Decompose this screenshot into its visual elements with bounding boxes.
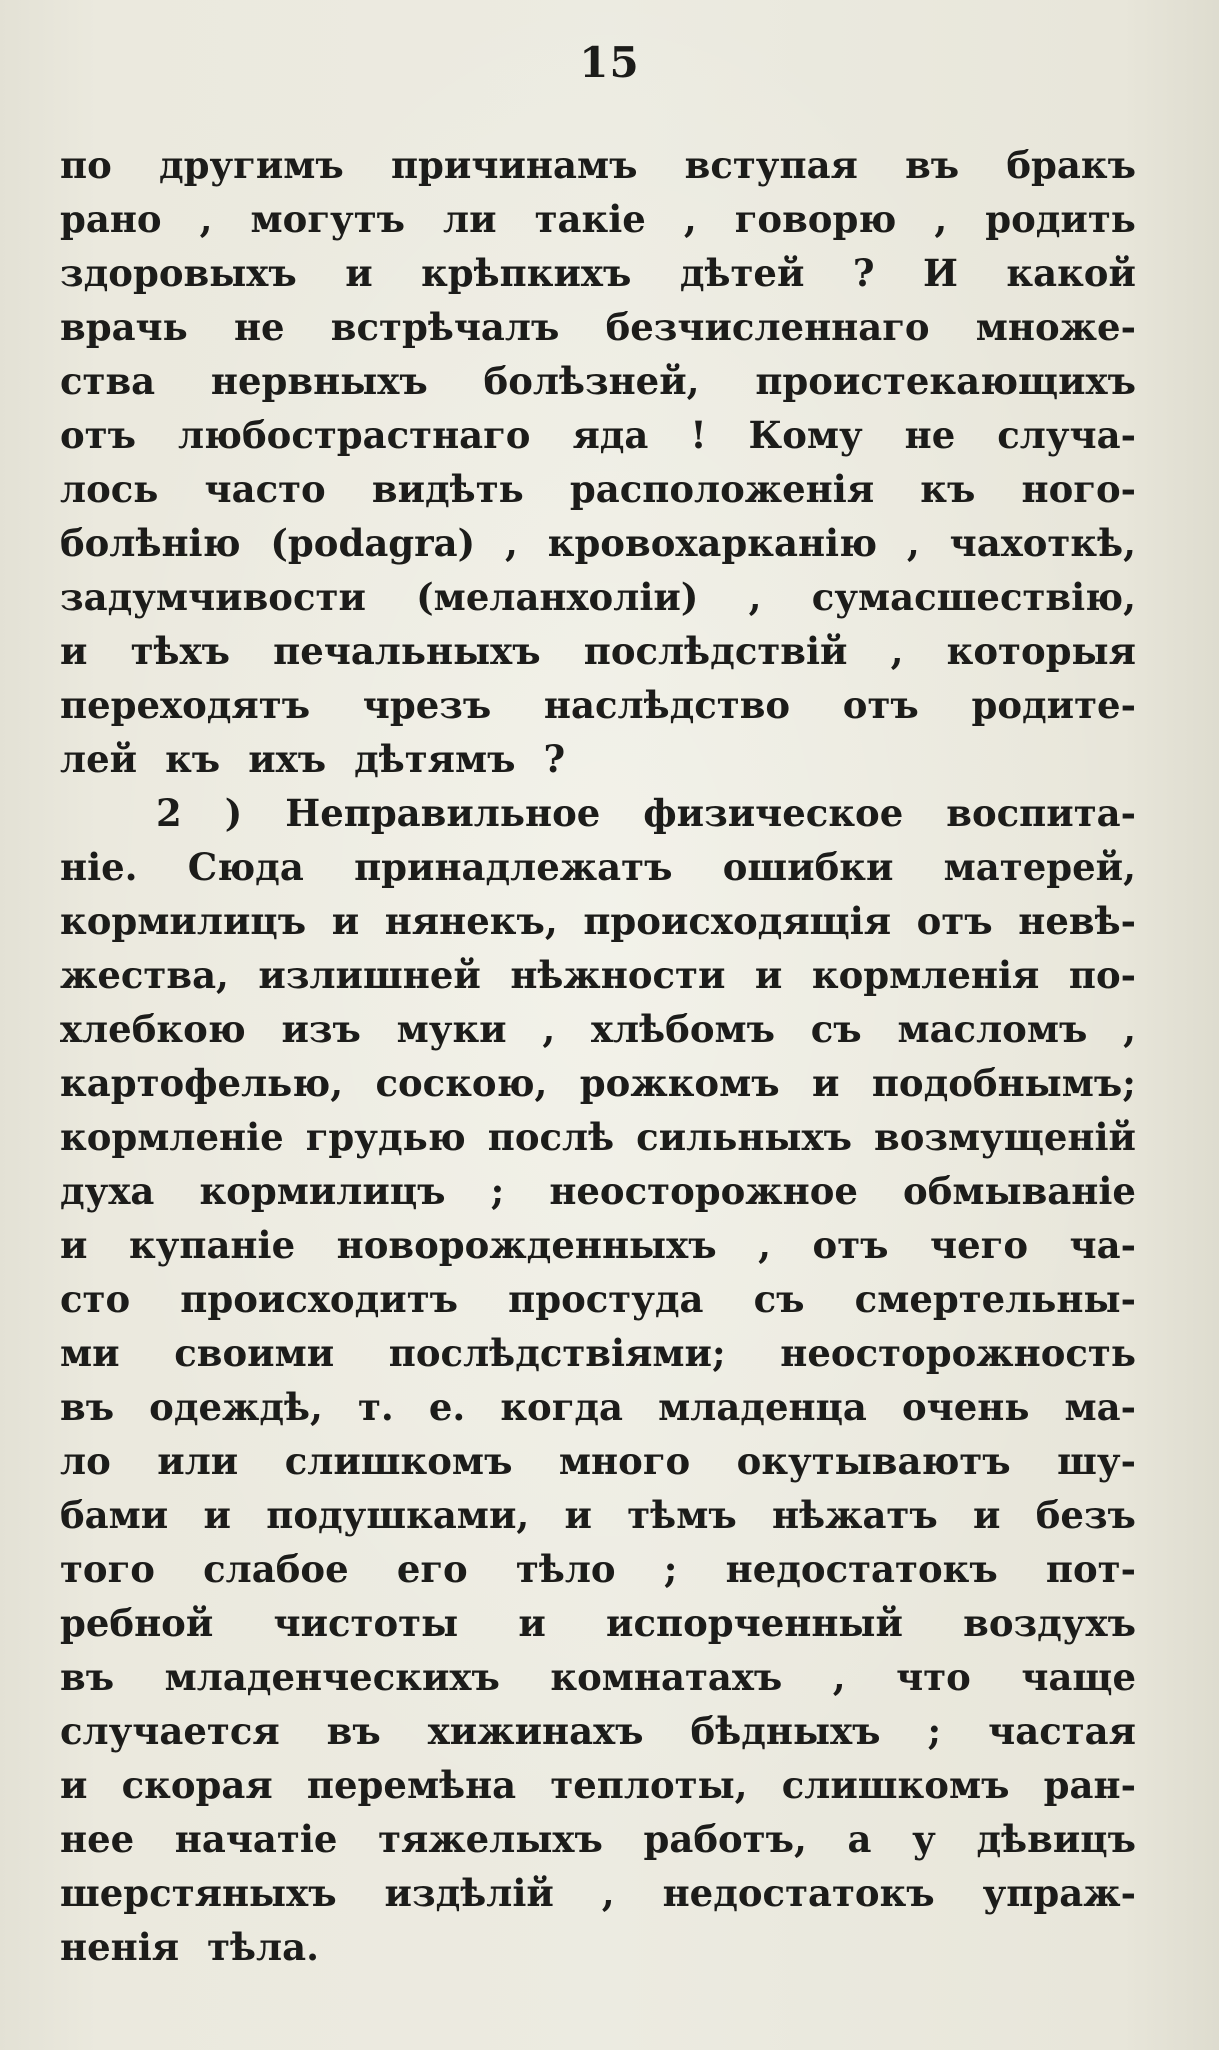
word: смертельны-: [854, 1277, 1136, 1321]
word: т.: [358, 1385, 394, 1429]
word: безъ: [1035, 1493, 1136, 1537]
word: окутываютъ: [736, 1439, 1011, 1483]
word: ,: [890, 629, 904, 673]
word: и: [973, 1493, 1001, 1537]
word: а: [847, 1817, 872, 1861]
text-line: [60, 1002, 1136, 1056]
word: хлѣбомъ: [591, 1007, 776, 1051]
word: ча-: [1069, 1223, 1136, 1267]
word: ,: [683, 197, 697, 241]
text-line: [60, 1704, 1136, 1758]
text-line: [60, 462, 1136, 516]
word: излишней: [258, 953, 481, 997]
word: неосторожность: [780, 1331, 1136, 1375]
text-line: [60, 948, 1136, 1002]
word: любострастнаго: [177, 413, 531, 457]
word: Кому: [748, 413, 863, 457]
word: ихъ: [248, 737, 327, 781]
word: теплоты,: [550, 1763, 748, 1807]
word: и: [564, 1493, 592, 1537]
word: тѣмъ: [627, 1493, 737, 1537]
word: 2: [156, 791, 182, 835]
word: тѣло: [515, 1547, 616, 1591]
word: хижинахъ: [427, 1709, 644, 1753]
word: подушками,: [266, 1493, 530, 1537]
text-line: [60, 1596, 1136, 1650]
word: ненія: [60, 1925, 180, 1969]
word: какой: [1006, 251, 1136, 295]
word: испорченный: [606, 1601, 903, 1645]
word: очень: [901, 1385, 1030, 1429]
word: издѣлій: [384, 1871, 554, 1915]
word: болѣнію: [60, 521, 241, 565]
body-text: [60, 138, 1136, 1974]
word: ;: [663, 1547, 678, 1591]
word: скорая: [121, 1763, 273, 1807]
text-line: [60, 246, 1136, 300]
word: изъ: [281, 1007, 361, 1051]
word: того: [60, 1547, 155, 1591]
word: встрѣчалъ: [330, 305, 560, 349]
word: и: [518, 1601, 546, 1645]
text-line: [60, 138, 1136, 192]
word: по: [60, 143, 112, 187]
word: начатіе: [174, 1817, 338, 1861]
word: матерей,: [943, 845, 1136, 889]
word: послѣ: [487, 1115, 615, 1159]
word: съ: [753, 1277, 805, 1321]
text-line: [60, 192, 1136, 246]
word: чистоты: [273, 1601, 459, 1645]
word: и: [331, 899, 360, 943]
word: ,: [542, 1007, 556, 1051]
word: сумасшествію,: [811, 575, 1136, 619]
word: такіе: [534, 197, 646, 241]
word: лось: [60, 467, 159, 511]
text-line: [60, 786, 1136, 840]
word: ,: [601, 1871, 615, 1915]
word: недостатокъ: [662, 1871, 935, 1915]
word: невѣ-: [1018, 899, 1136, 943]
word: подобнымъ;: [871, 1061, 1136, 1105]
word: къ: [165, 737, 221, 781]
word: ;: [927, 1709, 942, 1753]
word: масломъ: [897, 1007, 1088, 1051]
word: ,: [199, 197, 213, 241]
word: множе-: [975, 305, 1136, 349]
text-line: [60, 1758, 1136, 1812]
word: печальныхъ: [273, 629, 541, 673]
word: происходящія: [583, 899, 892, 943]
word: переходятъ: [60, 683, 311, 727]
word: дѣтей: [679, 251, 805, 295]
word: и: [754, 953, 783, 997]
word: нѣжности: [510, 953, 726, 997]
word: часто: [204, 467, 326, 511]
word: бами: [60, 1493, 169, 1537]
word: работъ,: [643, 1817, 807, 1861]
text-line: [60, 1542, 1136, 1596]
word: частая: [988, 1709, 1136, 1753]
word: отъ: [60, 413, 136, 457]
word: отъ: [842, 683, 919, 727]
text-line: [60, 678, 1136, 732]
word: купаніе: [128, 1223, 296, 1267]
word: ?: [543, 737, 566, 781]
word: кормилицъ: [60, 899, 307, 943]
word: ма-: [1064, 1385, 1136, 1429]
word: ,: [906, 521, 920, 565]
word: расположенія: [569, 467, 875, 511]
word: физическое: [643, 791, 904, 835]
text-line: [60, 1272, 1136, 1326]
word: упраж-: [982, 1871, 1136, 1915]
text-line: [60, 624, 1136, 678]
word: е.: [428, 1385, 466, 1429]
word: вступая: [684, 143, 858, 187]
word: ,: [832, 1655, 846, 1699]
word: сильныхъ: [636, 1115, 852, 1159]
word: у: [912, 1817, 936, 1861]
word: кровохарканію: [547, 521, 878, 565]
word: нервныхъ: [210, 359, 428, 403]
word: послѣдствій: [583, 629, 848, 673]
word: комнатахъ: [550, 1655, 783, 1699]
word: ,: [748, 575, 762, 619]
text-line: [60, 840, 1136, 894]
word: кормленіе: [60, 1115, 284, 1159]
word: не: [233, 305, 285, 349]
text-line: [60, 1650, 1136, 1704]
word: воспита-: [946, 791, 1136, 835]
word: ми: [60, 1331, 120, 1375]
word: своими: [174, 1331, 335, 1375]
text-line: [60, 894, 1136, 948]
text-line: [60, 300, 1136, 354]
word: отъ: [812, 1223, 889, 1267]
word: хлебкою: [60, 1007, 246, 1051]
word: которыя: [946, 629, 1136, 673]
word: слишкомъ: [284, 1439, 513, 1483]
word: чрезъ: [362, 683, 492, 727]
text-line: [60, 1056, 1136, 1110]
word: слишкомъ: [781, 1763, 1010, 1807]
word: отъ: [916, 899, 993, 943]
word: когда: [500, 1385, 624, 1429]
word: ного-: [1021, 467, 1136, 511]
word: чаще: [1021, 1655, 1136, 1699]
word: случа-: [997, 413, 1136, 457]
word: проистекающихъ: [755, 359, 1136, 403]
word: говорю: [734, 197, 897, 241]
word: его: [396, 1547, 468, 1591]
word: (podagra): [270, 521, 476, 565]
text-line: [60, 1920, 1136, 1974]
word: по-: [1068, 953, 1136, 997]
word: Сюда: [187, 845, 304, 889]
text-line: [60, 1326, 1136, 1380]
word: тяжелыхъ: [378, 1817, 603, 1861]
word: дѣтямъ: [354, 737, 516, 781]
word: родить: [985, 197, 1136, 241]
word: крѣпкихъ: [421, 251, 632, 295]
word: принадлежатъ: [354, 845, 673, 889]
word: здоровыхъ: [60, 251, 297, 295]
word: перемѣна: [306, 1763, 517, 1807]
word: къ: [920, 467, 976, 511]
word: много: [558, 1439, 691, 1483]
word: младенца: [658, 1385, 867, 1429]
word: или: [157, 1439, 239, 1483]
word: ,: [504, 521, 518, 565]
word: слабое: [203, 1547, 349, 1591]
word: ): [224, 791, 243, 835]
word: (меланхоліи): [416, 575, 699, 619]
word: тѣхъ: [130, 629, 230, 673]
word: неосторожное: [549, 1169, 858, 1213]
word: ли: [443, 197, 497, 241]
text-line: [60, 1164, 1136, 1218]
text-line: [60, 1866, 1136, 1920]
word: обмываніе: [903, 1169, 1136, 1213]
word: другимъ: [158, 143, 344, 187]
word: и: [60, 629, 88, 673]
word: наслѣдство: [543, 683, 791, 727]
word: кормленія: [811, 953, 1040, 997]
word: Неправильное: [285, 791, 601, 835]
word: муки: [396, 1007, 507, 1051]
word: ребной: [60, 1601, 214, 1645]
word: ,: [934, 197, 948, 241]
word: возмущеній: [874, 1115, 1136, 1159]
word: въ: [60, 1655, 115, 1699]
word: съ: [810, 1007, 862, 1051]
word: кормилицъ: [199, 1169, 446, 1213]
word: нее: [60, 1817, 135, 1861]
word: чего: [930, 1223, 1029, 1267]
word: безчисленнаго: [605, 305, 930, 349]
word: причинамъ: [390, 143, 638, 187]
word: сто: [60, 1277, 131, 1321]
word: !: [690, 413, 707, 457]
word: бѣдныхъ: [690, 1709, 881, 1753]
word: въ: [905, 143, 960, 187]
word: чахоткѣ,: [949, 521, 1136, 565]
word: картофелью,: [60, 1061, 344, 1105]
word: въ: [326, 1709, 381, 1753]
word: яда: [572, 413, 649, 457]
word: ,: [758, 1223, 771, 1267]
word: рожкомъ: [579, 1061, 780, 1105]
text-line: [60, 1488, 1136, 1542]
word: и: [60, 1763, 88, 1807]
word: бракъ: [1006, 143, 1136, 187]
word: соскою,: [375, 1061, 548, 1105]
word: дѣвицъ: [976, 1817, 1136, 1861]
text-line: [60, 1380, 1136, 1434]
word: и: [203, 1493, 231, 1537]
word: ства: [60, 359, 156, 403]
text-line: [60, 516, 1136, 570]
text-line: [60, 1218, 1136, 1272]
text-line: [60, 408, 1136, 462]
word: простуда: [508, 1277, 704, 1321]
word: ло: [60, 1439, 111, 1483]
word: ;: [490, 1169, 505, 1213]
word: болѣзней,: [483, 359, 700, 403]
word: пот-: [1045, 1547, 1136, 1591]
word: одеждѣ,: [149, 1385, 323, 1429]
word: ?: [852, 251, 875, 295]
word: и: [60, 1223, 88, 1267]
word: происходитъ: [180, 1277, 459, 1321]
word: шу-: [1057, 1439, 1136, 1483]
text-line: [60, 732, 1136, 786]
word: ,: [1123, 1007, 1136, 1051]
word: недостатокъ: [725, 1547, 998, 1591]
word: ошибки: [722, 845, 894, 889]
word: и: [812, 1061, 840, 1105]
word: случается: [60, 1709, 280, 1753]
text-line: [60, 1110, 1136, 1164]
word: родите-: [971, 683, 1136, 727]
word: что: [896, 1655, 971, 1699]
word: И: [922, 251, 958, 295]
word: ніе.: [60, 845, 138, 889]
text-line: [60, 570, 1136, 624]
word: задумчивости: [60, 575, 366, 619]
word: грудью: [305, 1115, 466, 1159]
word: не: [904, 413, 956, 457]
word: жества,: [60, 953, 229, 997]
word: нянекъ,: [384, 899, 558, 943]
word: нѣжатъ: [771, 1493, 938, 1537]
word: въ: [60, 1385, 115, 1429]
text-line: [60, 354, 1136, 408]
word: врачь: [60, 305, 188, 349]
word: видѣть: [371, 467, 524, 511]
word: могутъ: [250, 197, 406, 241]
word: духа: [60, 1169, 155, 1213]
text-line: [60, 1434, 1136, 1488]
word: воздухъ: [963, 1601, 1136, 1645]
word: послѣдствіями;: [388, 1331, 726, 1375]
word: шерстяныхъ: [60, 1871, 337, 1915]
word: и: [345, 251, 373, 295]
word: тѣла.: [207, 1925, 319, 1969]
word: рано: [60, 197, 162, 241]
word: новорожденныхъ: [336, 1223, 717, 1267]
page-number: 15: [579, 38, 640, 87]
word: ран-: [1043, 1763, 1136, 1807]
word: младенческихъ: [164, 1655, 500, 1699]
text-line: [60, 1812, 1136, 1866]
word: лей: [60, 737, 138, 781]
